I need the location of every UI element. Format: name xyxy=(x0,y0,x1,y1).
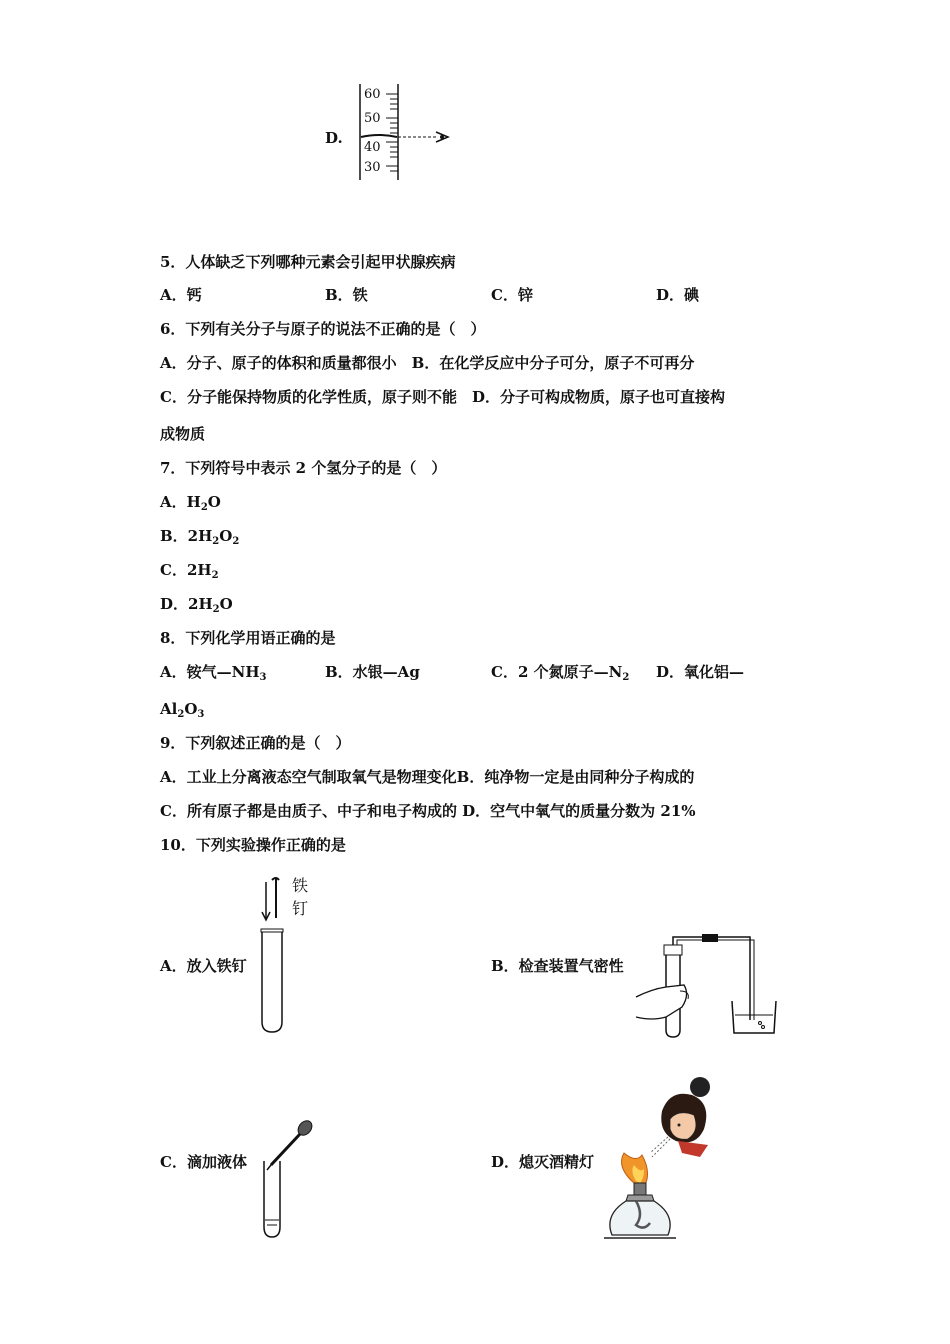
nail-label-nail: 钉 xyxy=(292,899,309,918)
q6-options-ab[interactable]: A．分子、原子的体积和质量都很小 B．在化学反应中分子可分，原子不可再分 xyxy=(160,354,695,372)
q7-option-d[interactable] xyxy=(160,594,233,620)
dropper-test-tube-figure xyxy=(255,1115,320,1245)
q7-option-c[interactable] xyxy=(160,560,219,586)
q8-option-b[interactable]: B．水银—Ag xyxy=(325,663,420,681)
q7-a-tail: O xyxy=(207,493,221,511)
q9-stem: 9．下列叙述正确的是（ ） xyxy=(160,734,351,752)
tick-label-50: 50 xyxy=(363,109,382,129)
q8-option-a[interactable] xyxy=(160,662,267,688)
nail-label-iron: 铁 xyxy=(292,876,309,895)
q9-options-cd[interactable]: C．所有原子都是由质子、中子和电子构成的 D．空气中氧气的质量分数为 21% xyxy=(160,802,696,820)
q8-option-c[interactable] xyxy=(491,662,629,688)
q7-a-sub: 2 xyxy=(200,502,208,513)
q8-d-sub2: 3 xyxy=(197,709,205,720)
q8-c-prefix: C．2 个氮原子—N xyxy=(491,663,623,681)
q7-b-sub2: 2 xyxy=(232,536,240,547)
q8-d-al: Al xyxy=(160,700,178,718)
q8-a-sub: 3 xyxy=(259,672,267,683)
tick-label-60: 60 xyxy=(363,85,382,105)
q7-option-a[interactable] xyxy=(160,492,221,518)
q7-option-b[interactable] xyxy=(160,526,239,552)
q8-d-sub1: 2 xyxy=(177,709,185,720)
tick-label-30: 30 xyxy=(363,158,382,178)
q5-option-c[interactable]: C．锌 xyxy=(491,286,533,304)
q4-option-d-label[interactable]: D. xyxy=(325,129,343,147)
q10-option-d[interactable]: D．熄灭酒精灯 xyxy=(491,1153,595,1171)
q10-option-b[interactable]: B．检查装置气密性 xyxy=(491,957,624,975)
q8-a-prefix: A．铵气—NH xyxy=(160,663,260,681)
q6-options-cd-cont: 成物质 xyxy=(160,425,206,443)
q9-options-ab[interactable]: A．工业上分离液态空气制取氧气是物理变化B．纯净物一定是由同种分子构成的 xyxy=(160,768,695,786)
q5-option-d[interactable]: D．碘 xyxy=(656,286,700,304)
q10-option-c[interactable]: C．滴加液体 xyxy=(160,1153,247,1171)
q8-c-sub: 2 xyxy=(622,672,630,683)
alcohol-lamp-figure xyxy=(600,1075,730,1245)
q7-a-prefix: A．H xyxy=(160,493,201,511)
q7-d-tail: O xyxy=(219,595,233,613)
q5-stem: 5．人体缺乏下列哪种元素会引起甲状腺疾病 xyxy=(160,253,456,271)
q8-option-d[interactable]: D．氧化铝— xyxy=(656,663,745,681)
q8-option-d-cont xyxy=(160,699,204,725)
q7-d-prefix: D．2H xyxy=(160,595,213,613)
q7-b-sub1: 2 xyxy=(212,536,220,547)
tick-label-40: 40 xyxy=(363,138,382,158)
q7-stem: 7．下列符号中表示 2 个氢分子的是（ ） xyxy=(160,459,447,477)
q8-stem: 8．下列化学用语正确的是 xyxy=(160,629,336,647)
q8-d-o: O xyxy=(184,700,198,718)
q6-options-cd[interactable]: C．分子能保持物质的化学性质，原子则不能 D．分子可构成物质，原子也可直接构 xyxy=(160,388,725,406)
q7-b-prefix: B．2H xyxy=(160,527,213,545)
q5-option-a[interactable]: A．钙 xyxy=(160,286,202,304)
q10-stem: 10．下列实验操作正确的是 xyxy=(160,836,346,854)
q10-option-a[interactable]: A．放入铁钉 xyxy=(160,957,247,975)
q7-d-sub: 2 xyxy=(212,604,220,615)
q7-c-sub: 2 xyxy=(211,570,219,581)
airtightness-check-figure xyxy=(632,925,782,1040)
q7-c-prefix: C．2H xyxy=(160,561,212,579)
q5-option-b[interactable]: B．铁 xyxy=(325,286,368,304)
q7-b-mid: O xyxy=(219,527,233,545)
q6-stem: 6．下列有关分子与原子的说法不正确的是（ ） xyxy=(160,320,486,338)
iron-nail-test-tube-figure xyxy=(252,872,322,1037)
